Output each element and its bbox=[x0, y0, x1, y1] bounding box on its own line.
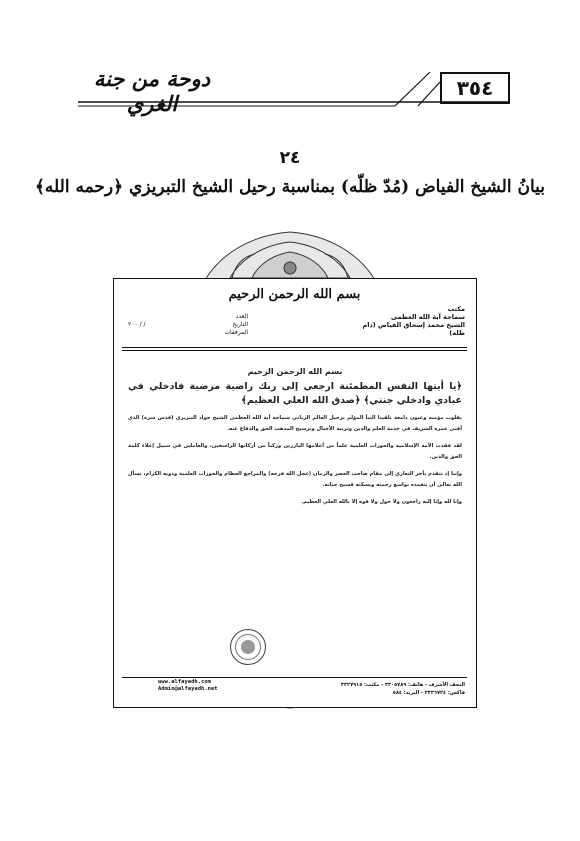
statement-paragraph: وإنا لله وإنا إليه راجعون ولا حول ولا قوة إلا بالله العلي العظيم. bbox=[301, 499, 462, 505]
statement-paragraph: لقد فقدت الأمة الإسلامية والحوزات العلمية علماً من أعلامها البارزين وركناً من أركانها الراسخين، والعاملين في سبيل إعلاء كلمة الحق والدين. bbox=[128, 443, 462, 460]
chapter-title: بيانُ الشيخ الفياض (مُدّ ظلّه) بمناسبة رحيل الشيخ التبريزي ﴿رحمه الله﴾ bbox=[34, 177, 546, 197]
chapter-number: ٢٤ bbox=[279, 148, 301, 168]
page-number: ٣٥٤ bbox=[440, 72, 510, 104]
letterhead-basmala: بسم الله الرحمن الرحيم bbox=[228, 287, 361, 302]
letterhead-divider bbox=[122, 347, 467, 348]
statement-body bbox=[128, 367, 462, 514]
statement-document bbox=[113, 278, 477, 708]
letterhead-office-name: مكتب سماحة آية الله العظمى الشيخ محمد إسحاق الفياض (دام ظله) bbox=[362, 305, 465, 337]
page-header bbox=[0, 0, 580, 120]
footer-web-contacts: www.alfayadh.com Admin@alfayadh.net bbox=[158, 679, 218, 692]
footer-phone-contacts: النجف الأشرف - هاتف: ٣٣٠٥٧٨٩ - مكتب: ٣٣٢٧٩١٥ فاكس: ٣٣٣٦٧٢٤ - البريد: ٥٨٤ bbox=[340, 682, 465, 696]
statement-basmala: بسم الله الرحمن الرحيم bbox=[247, 367, 343, 376]
letterhead-reference-fields: العدد التاريخ / / ٢٠٠ المرفقات bbox=[128, 313, 248, 336]
statement-paragraph: وإننا إذ نتقدم بأحر التعازي إلى مقام صاحب العصر والزمان (عجل الله فرجه) والمراجع العظام والحوزات العلمية وذويه الكرام، نسأل الله تعالى أن يتغمده بواسع رحمته ويسكنه فسيح جناته. bbox=[128, 471, 462, 488]
footer-divider bbox=[122, 677, 467, 678]
statement-paragraph: بقلوب مؤمنة وعيون دامعة تلقينا النبأ المؤلم برحيل العالم الرباني سماحة آية الله العظمى الشيخ جواد التبريزي (قدس سره) الذي أفنى عمره الشريف في خدمة العلم والدين وتربية الأجيال وترسيخ المذهب الحق والدفاع عنه. bbox=[128, 415, 462, 432]
quran-verse: ﴿يا أيتها النفس المطمئنة ارجعي إلى ربك راضية مرضية فادخلي في عبادي وادخلي جنتي﴾ ﴿صدق الله العلي العظيم﴾ bbox=[128, 381, 462, 406]
letterhead-footer bbox=[122, 679, 467, 699]
official-seal-stamp bbox=[230, 629, 266, 665]
letterhead-divider-second bbox=[122, 350, 467, 351]
book-title: دوحة من جنة الغري bbox=[93, 66, 211, 116]
